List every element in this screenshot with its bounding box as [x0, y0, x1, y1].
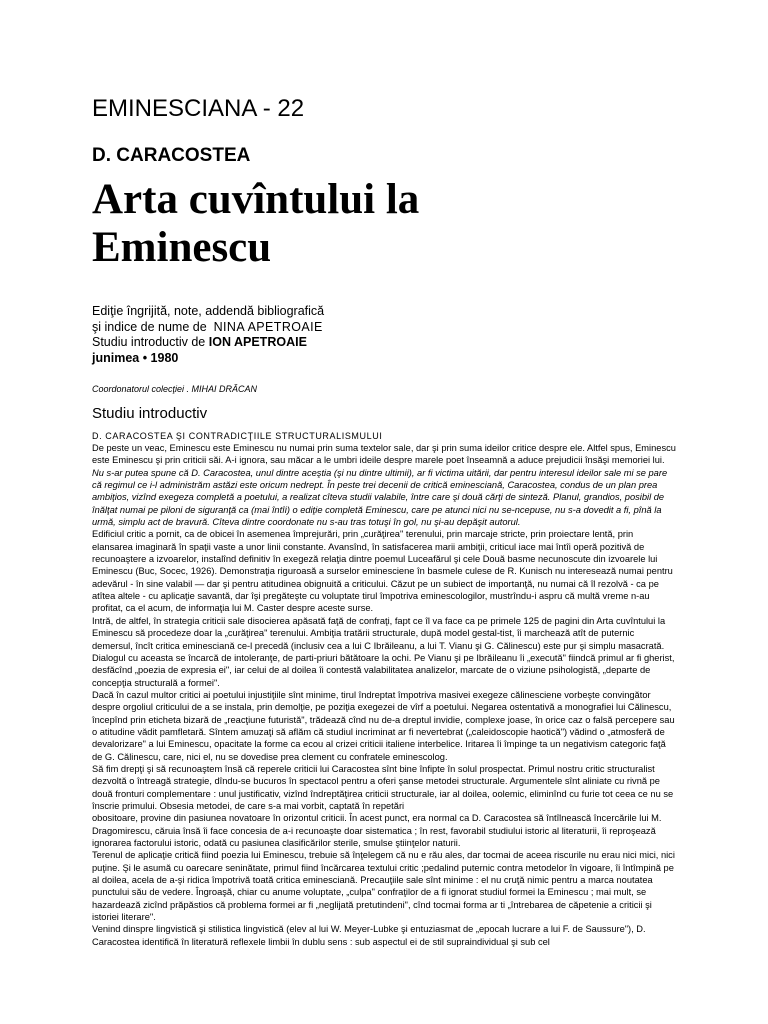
- introduction-author: ION APETROAIE: [208, 335, 307, 349]
- publisher-line: junimea • 1980: [92, 350, 179, 365]
- paragraph: obositoare, provine din pasiunea novatoare în orizontul criticii. În acest punct, era normal ca D. Caracostea să întîlnească încercările lui M. Dragomirescu, căruia însă îi face concesia de a-i recunoaşte doar sistematica ; în rest, favorabil studiului istoric al literaturii, îi reproşează ignorarea factorului istoric, odată cu pasiunea clasificărilor sterile, smulse ştiinţelor naturii.: [92, 813, 662, 848]
- edition-line-1: Ediţie îngrijită, note, addendă bibliografică: [92, 304, 325, 318]
- body-text: [92, 442, 676, 948]
- series-title: EMINESCIANA - 22: [92, 95, 305, 122]
- paragraph: Terenul de aplicaţie critică fiind poezia lui Eminescu, trebuie să înţelegem că nu e rău ales, dar tocmai de aceea riscurile nu erau nici mici, nici puţine. Şi le asumă cu oarecare seninătate, primul fiind încărcarea textului critic ;pedalind puternic contra metodelor în vigoare, îi întîmpină pe al doilea, acela de a-şi ridica împotrivă toată critica eminesciană. Precauţiile sale sînt minime : el nu cruţă nimic pentru a marca noutatea punctului său de vedere. Îngroaşă, chiar cu anume voluptate, „culpa" confraţilor de a fi ignorat studiul formei la Eminescu ; mai mult, se hazardează zicînd prăpăstios că problema formei ar fi „neglijată pretutindeni", cînd tocmai forma ar ti „întrebarea de căpetenie a criticii şi istoriei literare".: [92, 850, 675, 923]
- paragraph: Să fim drepţi şi să recunoaştem însă că reperele criticii lui Caracostea sînt bine înfipte în solul prospectat. Primul nostru critic structuralist dezvoltă o întreagă strategie, dîndu-se bucuros în spectacol pentru a oferi şanse metodei structurale. Argumentele sînt aliniate cu rivnă pe două fronturi complementare : unul justificativ, vizînd îndreptăţirea criticii structurale, iar al doilea, oolemic, eliminînd cu furie tot ceea ce nu se înscrie primului. Obsesia metodei, de care s-a mai vorbit, captată în repetări: [92, 763, 674, 811]
- book-title: [92, 176, 652, 272]
- editor-name: NINA APETROAIE: [213, 319, 323, 334]
- paragraph: Intră, de altfel, în strategia criticii sale disocierea apăsată faţă de confraţi, fapt ce îl va face ca pe primele 125 de pagini din Arta cuvîntului la Eminescu să procedeze doar la „curăţirea" terenului. Ambiţia tratării structurale, după model gestal-tist, îi marchează atît de puternic demersul, încît critica eminesciană ce-l precedă (inclusiv cea a lui C Ibrăileanu, a lui T. Vianu şi G. Călinescu) este pur şi simplu masacrată. Dialogul cu aceasta se încarcă de intoleranţe, de parti-priuri bătătoare la ochi. Pe Vianu şi pe Ibrăileanu îi „execută" fiindcă primul ar fi gherist, desfăcînd „poezia de expresia ei", iar celui de al doilea îi contestă valabilitatea analizelor, marcate de o viziune psihologistă, „departe de concepţia structurală a formei".: [92, 615, 675, 688]
- edition-line-2-prefix: şi indice de nume de: [92, 319, 207, 334]
- section-subheading: D. CARACOSTEA ŞI CONTRADICŢIILE STRUCTURALISMULUI: [92, 431, 383, 441]
- paragraph: Edificiul critic a pornit, ca de obicei în asemenea împrejurări, prin „curăţirea" terenului, prin marcaje stricte, prin proiectare lentă, prin elansarea imaginară în spaţii vaste a unor linii constante. Avansînd, în satisfacerea marii ambiţii, criticul iace mai întîi operă pozitivă de recunoaştere a izvoarelor, instalînd definitiv în exegeză relaţia dintre poemul Luceafărul şi cele Două basme necunoscute din izvoarele lui Eminescu (Buc, Socec, 1926). Demonstraţia riguroasă a surselor eminesciene în basmele culese de R. Kunisch nu interesează numai pentru adevărul - în sine valabil — dar şi pentru atitudinea obignuită a criticului. Căzut pe un subiect de importanţă, nu numai că îl rezolvă - ca pe atîtea altele - cu aplicaţie savantă, dar îşi pregăteşte cu voluptate tirul împotriva eminescologilor, mustrîndu-i aspru că multă vreme n-au profitat, ca el acum, de informaţia lui M. Caster despre aceste surse.: [92, 529, 673, 614]
- paragraph: Dacă în cazul multor critici ai poetului injustiţiile sînt minime, tirul îndreptat împotriva masivei exegeze călinesciene vorbeşte convingător despre orgoliul criticului de a se instala, prin demolţie, pe poziţia exegezei de vîrf a poetului. Negarea ostentativă a monografiei lui Călinescu, începînd prin eticheta bizară de „reacţiune futuristă", trădează cînd nu de-a dreptul invidie, complexe joase, în orice caz o falsă percepere sau o atitudine vădit pamfletară. Sîntem amuzaţi să aflăm că studiul incriminat ar fi nevertebrat („caleidoscopie haotică") vădind o „atmosferă de devalorizare" a lui Eminescu, opacitate la forme ca ecou al crizei criticii italiene interbelice. Iritarea îi împinge ta un negativism categoric faţă de G. Călinescu, care, nici el, nu se dovedise prea clement cu confratele eminescolog.: [92, 689, 675, 762]
- edition-line-3: [92, 335, 324, 351]
- collection-coordinator: Coordonatorul colecţiei . MIHAI DRĂCAN: [92, 384, 258, 394]
- paragraph: De peste un veac, Eminescu este Eminescu nu numai prin suma textelor sale, dar şi prin suma ideilor critice despre ele. Altfel spus, Eminescu este Eminescu şi prin criticii săi. A-i ignora, sau măcar a le umbri ideile despre marele poet înseamnă a aduce prejudicii însăşi memoriei lui.: [92, 443, 676, 466]
- book-title-line-1: Arta cuvîntului la: [92, 176, 420, 223]
- author-name: D. CARACOSTEA: [92, 145, 251, 166]
- edition-line-2: [92, 320, 324, 336]
- book-title-line-2: Eminescu: [92, 224, 272, 271]
- section-heading: Studiu introductiv: [92, 405, 208, 422]
- paragraph: Venind dinspre lingvistică şi stilistica lingvistică (elev al lui W. Meyer-Lubke şi entuziasmat de „epocah lucrare a lui F. de Saussure"), D. Caracostea identifică în literatură reflexele limbii în dublu sens : sub aspectul ei de stil supraindividual şi sub cel: [92, 924, 646, 947]
- edition-info: [92, 304, 324, 366]
- paragraph: Nu s-ar putea spune că D. Caracostea, unul dintre aceştia (şi nu dintre ultimii), ar fi victima uitării, dar pentru interesul ideilor sale mi se pare că regimul ce i-l administrăm astăzi este oricum nedrept. În peste trei decenii de critică eminesciană, Caracostea, condus de un plan prea ambiţios, vizînd exegeza completă a poetului, a realizat cîteva studii valabile, între care şi două cărţi de sinteză. Planul, grandios, posibil de înălţat numai pe piloni de siguranţă ca (mai întîi) o ediţie completă Eminescu, care pe atunci nici nu se-ncepuse, nu s-a dovedit a fi, pînă la urmă, simplu act de bravură. Cîteva dintre coordonate nu s-au tras totuşi în gol, nu şi-au depăşit autorul.: [92, 467, 668, 528]
- edition-line-3-prefix: Studiu introductiv de: [92, 335, 206, 349]
